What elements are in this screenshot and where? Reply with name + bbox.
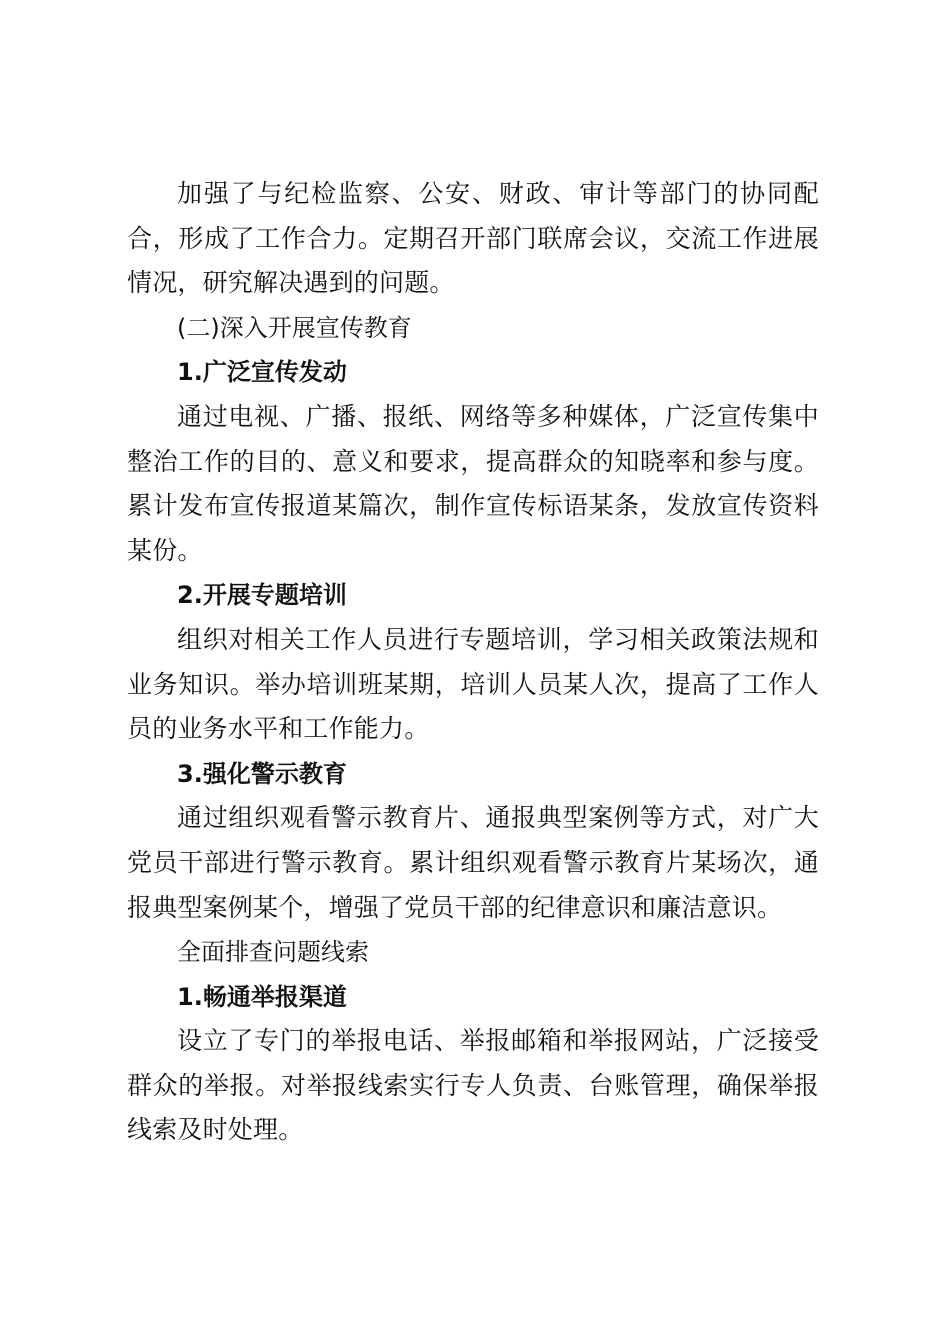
paragraph-reporting-channels: 设立了专门的举报电话、举报邮箱和举报网站，广泛接受群众的举报。对举报线索实行专人负责、台账管理，确保举报线索及时处理。 <box>127 1026 819 1145</box>
paragraph-publicity-mobilization: 通过电视、广播、报纸、网络等多种媒体，广泛宣传集中整治工作的目的、意义和要求，提高群众的知晓率和参与度。累计发布宣传报道某篇次，制作宣传标语某条，发放宣传资料某份。 <box>127 401 819 565</box>
section-heading-publicity: (二)深入开展宣传教育 <box>177 313 412 342</box>
subheading-special-training: 2.开展专题培训 <box>177 581 347 610</box>
paragraph-warning-education: 通过组织观看警示教育片、通报典型案例等方式，对广大党员干部进行警示教育。累计组织观看警示教育片某场次，通报典型案例某个，增强了党员干部的纪律意识和廉洁意识。 <box>127 803 819 922</box>
subheading-warning-education: 3.强化警示教育 <box>177 759 347 788</box>
subheading-reporting-channels: 1.畅通举报渠道 <box>177 982 347 1011</box>
document-body <box>127 172 819 1153</box>
subheading-publicity-mobilization: 1.广泛宣传发动 <box>177 358 347 387</box>
paragraph-special-training: 组织对相关工作人员进行专题培训，学习相关政策法规和业务知识。举办培训班某期，培训人员某人次，提高了工作人员的业务水平和工作能力。 <box>127 624 819 744</box>
section-heading-clue-screening: 全面排查问题线索 <box>177 938 369 967</box>
paragraph-coordination: 加强了与纪检监察、公安、财政、审计等部门的协同配合，形成了工作合力。定期召开部门联席会议，交流工作进展情况，研究解决遇到的问题。 <box>127 179 819 298</box>
